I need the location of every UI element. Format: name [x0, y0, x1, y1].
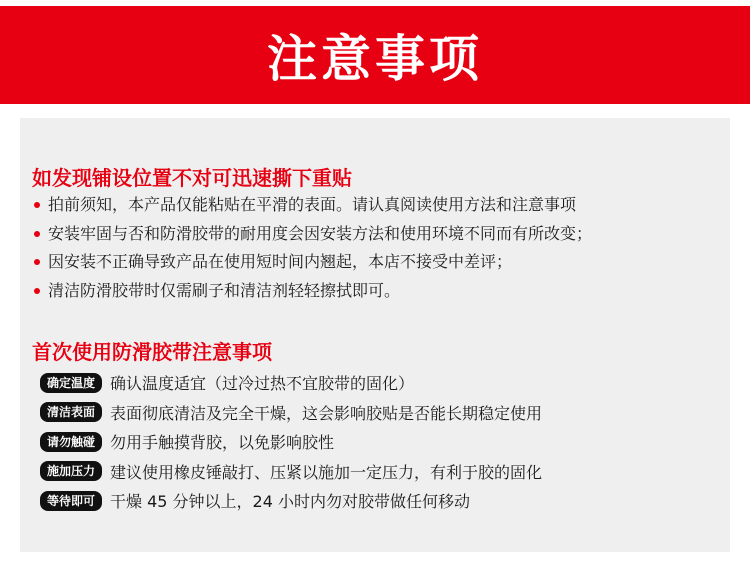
step-badge: 施加压力	[40, 461, 102, 481]
step-badge: 请勿触碰	[40, 432, 102, 452]
step-text: 勿用手触摸背胶，以免影响胶性	[110, 433, 335, 453]
bullet-dot-icon	[34, 259, 40, 265]
step-text: 确认温度适宜（过冷过热不宜胶带的固化）	[110, 374, 415, 394]
list-item	[34, 277, 592, 306]
section-title-reposition: 如发现铺设位置不对可迅速撕下重贴	[32, 166, 352, 190]
section-title-first-use: 首次使用防滑胶带注意事项	[32, 340, 272, 364]
step-row-pressure	[40, 457, 542, 487]
notice-panel	[20, 118, 730, 552]
step-text: 建议使用橡皮锤敲打、压紧以施加一定压力，有利于胶的固化	[110, 462, 543, 482]
list-item-text: 因安装不正确导致产品在使用短时间内翘起，本店不接受中差评；	[48, 252, 513, 271]
step-row-temperature	[40, 368, 542, 398]
bullet-dot-icon	[34, 231, 40, 237]
step-badge: 等待即可	[40, 491, 102, 511]
step-text: 干燥 45 分钟以上，24 小时内勿对胶带做任何移动	[110, 492, 470, 512]
list-item	[34, 191, 592, 220]
list-item	[34, 248, 592, 277]
bullet-dot-icon	[34, 288, 40, 294]
step-text: 表面彻底清洁及完全干燥，这会影响胶贴是否能长期稳定使用	[110, 403, 543, 423]
step-row-no-touch	[40, 427, 542, 457]
list-item-text: 清洁防滑胶带时仅需刷子和清洁剂轻轻擦拭即可。	[48, 280, 401, 300]
step-badge: 确定温度	[40, 373, 102, 393]
first-use-steps	[40, 368, 542, 516]
list-item-text: 拍前须知，本产品仅能粘贴在平滑的表面。请认真阅读使用方法和注意事项	[48, 195, 577, 214]
header-banner	[0, 6, 750, 104]
page-title: 注意事项	[267, 30, 483, 88]
step-row-wait	[40, 486, 542, 516]
step-row-clean	[40, 398, 542, 428]
list-item	[34, 220, 592, 249]
step-badge: 清洁表面	[40, 402, 102, 422]
bullet-dot-icon	[34, 202, 40, 208]
notice-list	[34, 191, 592, 305]
list-item-text: 安装牢固与否和防滑胶带的耐用度会因安装方法和使用环境不同而有所改变；	[48, 223, 593, 243]
